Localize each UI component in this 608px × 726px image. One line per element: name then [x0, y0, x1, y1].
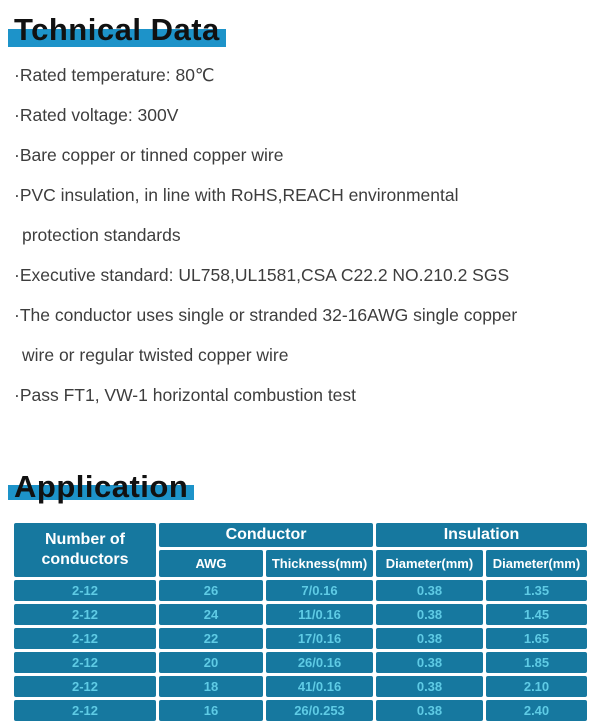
table-cell: 16 [159, 700, 263, 721]
table-row [14, 700, 587, 721]
technical-bullet-line: ·Pass FT1, VW-1 horizontal combustion test [14, 385, 357, 405]
application-section [14, 423, 594, 724]
table-cell: 0.38 [376, 700, 483, 721]
table-cell: 26 [159, 580, 263, 601]
table-cell: 0.38 [376, 580, 483, 601]
technical-data-title: Tchnical Data [8, 12, 226, 48]
technical-bullet-line: ·Rated temperature: 80℃ [14, 65, 215, 85]
table-cell: 2-12 [14, 652, 156, 673]
technical-bullet-line: ·Rated voltage: 300V [14, 105, 179, 125]
table-cell: 1.45 [486, 604, 587, 625]
table-row [14, 676, 587, 697]
table-cell: 1.35 [486, 580, 587, 601]
technical-bullet-list [14, 63, 594, 407]
header-group-insulation: Insulation [376, 523, 587, 547]
table-cell: 41/0.16 [266, 676, 373, 697]
technical-bullet-line: wire or regular twisted copper wire [22, 345, 289, 365]
table-cell: 26/0.16 [266, 652, 373, 673]
table-cell: 1.65 [486, 628, 587, 649]
table-header-group-row [14, 523, 587, 547]
table-cell: 1.85 [486, 652, 587, 673]
application-table-body [14, 580, 587, 721]
header-thickness: Thickness(mm) [266, 550, 373, 577]
specification-table [11, 520, 590, 724]
technical-bullet-line: ·PVC insulation, in line with RoHS,REACH environmental [14, 185, 459, 205]
header-group-conductor: Conductor [159, 523, 373, 547]
table-cell: 2-12 [14, 700, 156, 721]
technical-bullet-line: protection standards [22, 225, 181, 245]
table-cell: 0.38 [376, 652, 483, 673]
technical-data-section [14, 10, 594, 407]
specification-table-header [14, 523, 587, 577]
table-cell: 0.38 [376, 676, 483, 697]
table-row [14, 652, 587, 673]
technical-bullet-line: ·Bare copper or tinned copper wire [14, 145, 284, 165]
table-cell: 2-12 [14, 604, 156, 625]
table-cell: 26/0.253 [266, 700, 373, 721]
table-cell: 0.38 [376, 628, 483, 649]
table-cell: 7/0.16 [266, 580, 373, 601]
table-row [14, 580, 587, 601]
header-number-of-conductors: Number of conductors [14, 523, 156, 577]
table-cell: 0.38 [376, 604, 483, 625]
application-title: Application [8, 469, 194, 505]
table-cell: 2.40 [486, 700, 587, 721]
technical-bullet-line: ·The conductor uses single or stranded 32-16AWG single copper [14, 305, 518, 325]
table-cell: 2-12 [14, 580, 156, 601]
technical-bullet-line: ·Executive standard: UL758,UL1581,CSA C22.2 NO.210.2 SGS [14, 265, 510, 285]
table-cell: 24 [159, 604, 263, 625]
table-cell: 11/0.16 [266, 604, 373, 625]
table-cell: 2-12 [14, 676, 156, 697]
table-cell: 18 [159, 676, 263, 697]
table-cell: 22 [159, 628, 263, 649]
table-row [14, 604, 587, 625]
table-cell: 17/0.16 [266, 628, 373, 649]
header-diameter-inner: Diameter(mm) [376, 550, 483, 577]
header-awg: AWG [159, 550, 263, 577]
table-cell: 2-12 [14, 628, 156, 649]
table-row [14, 628, 587, 649]
header-diameter-outer: Diameter(mm) [486, 550, 587, 577]
table-cell: 20 [159, 652, 263, 673]
table-cell: 2.10 [486, 676, 587, 697]
